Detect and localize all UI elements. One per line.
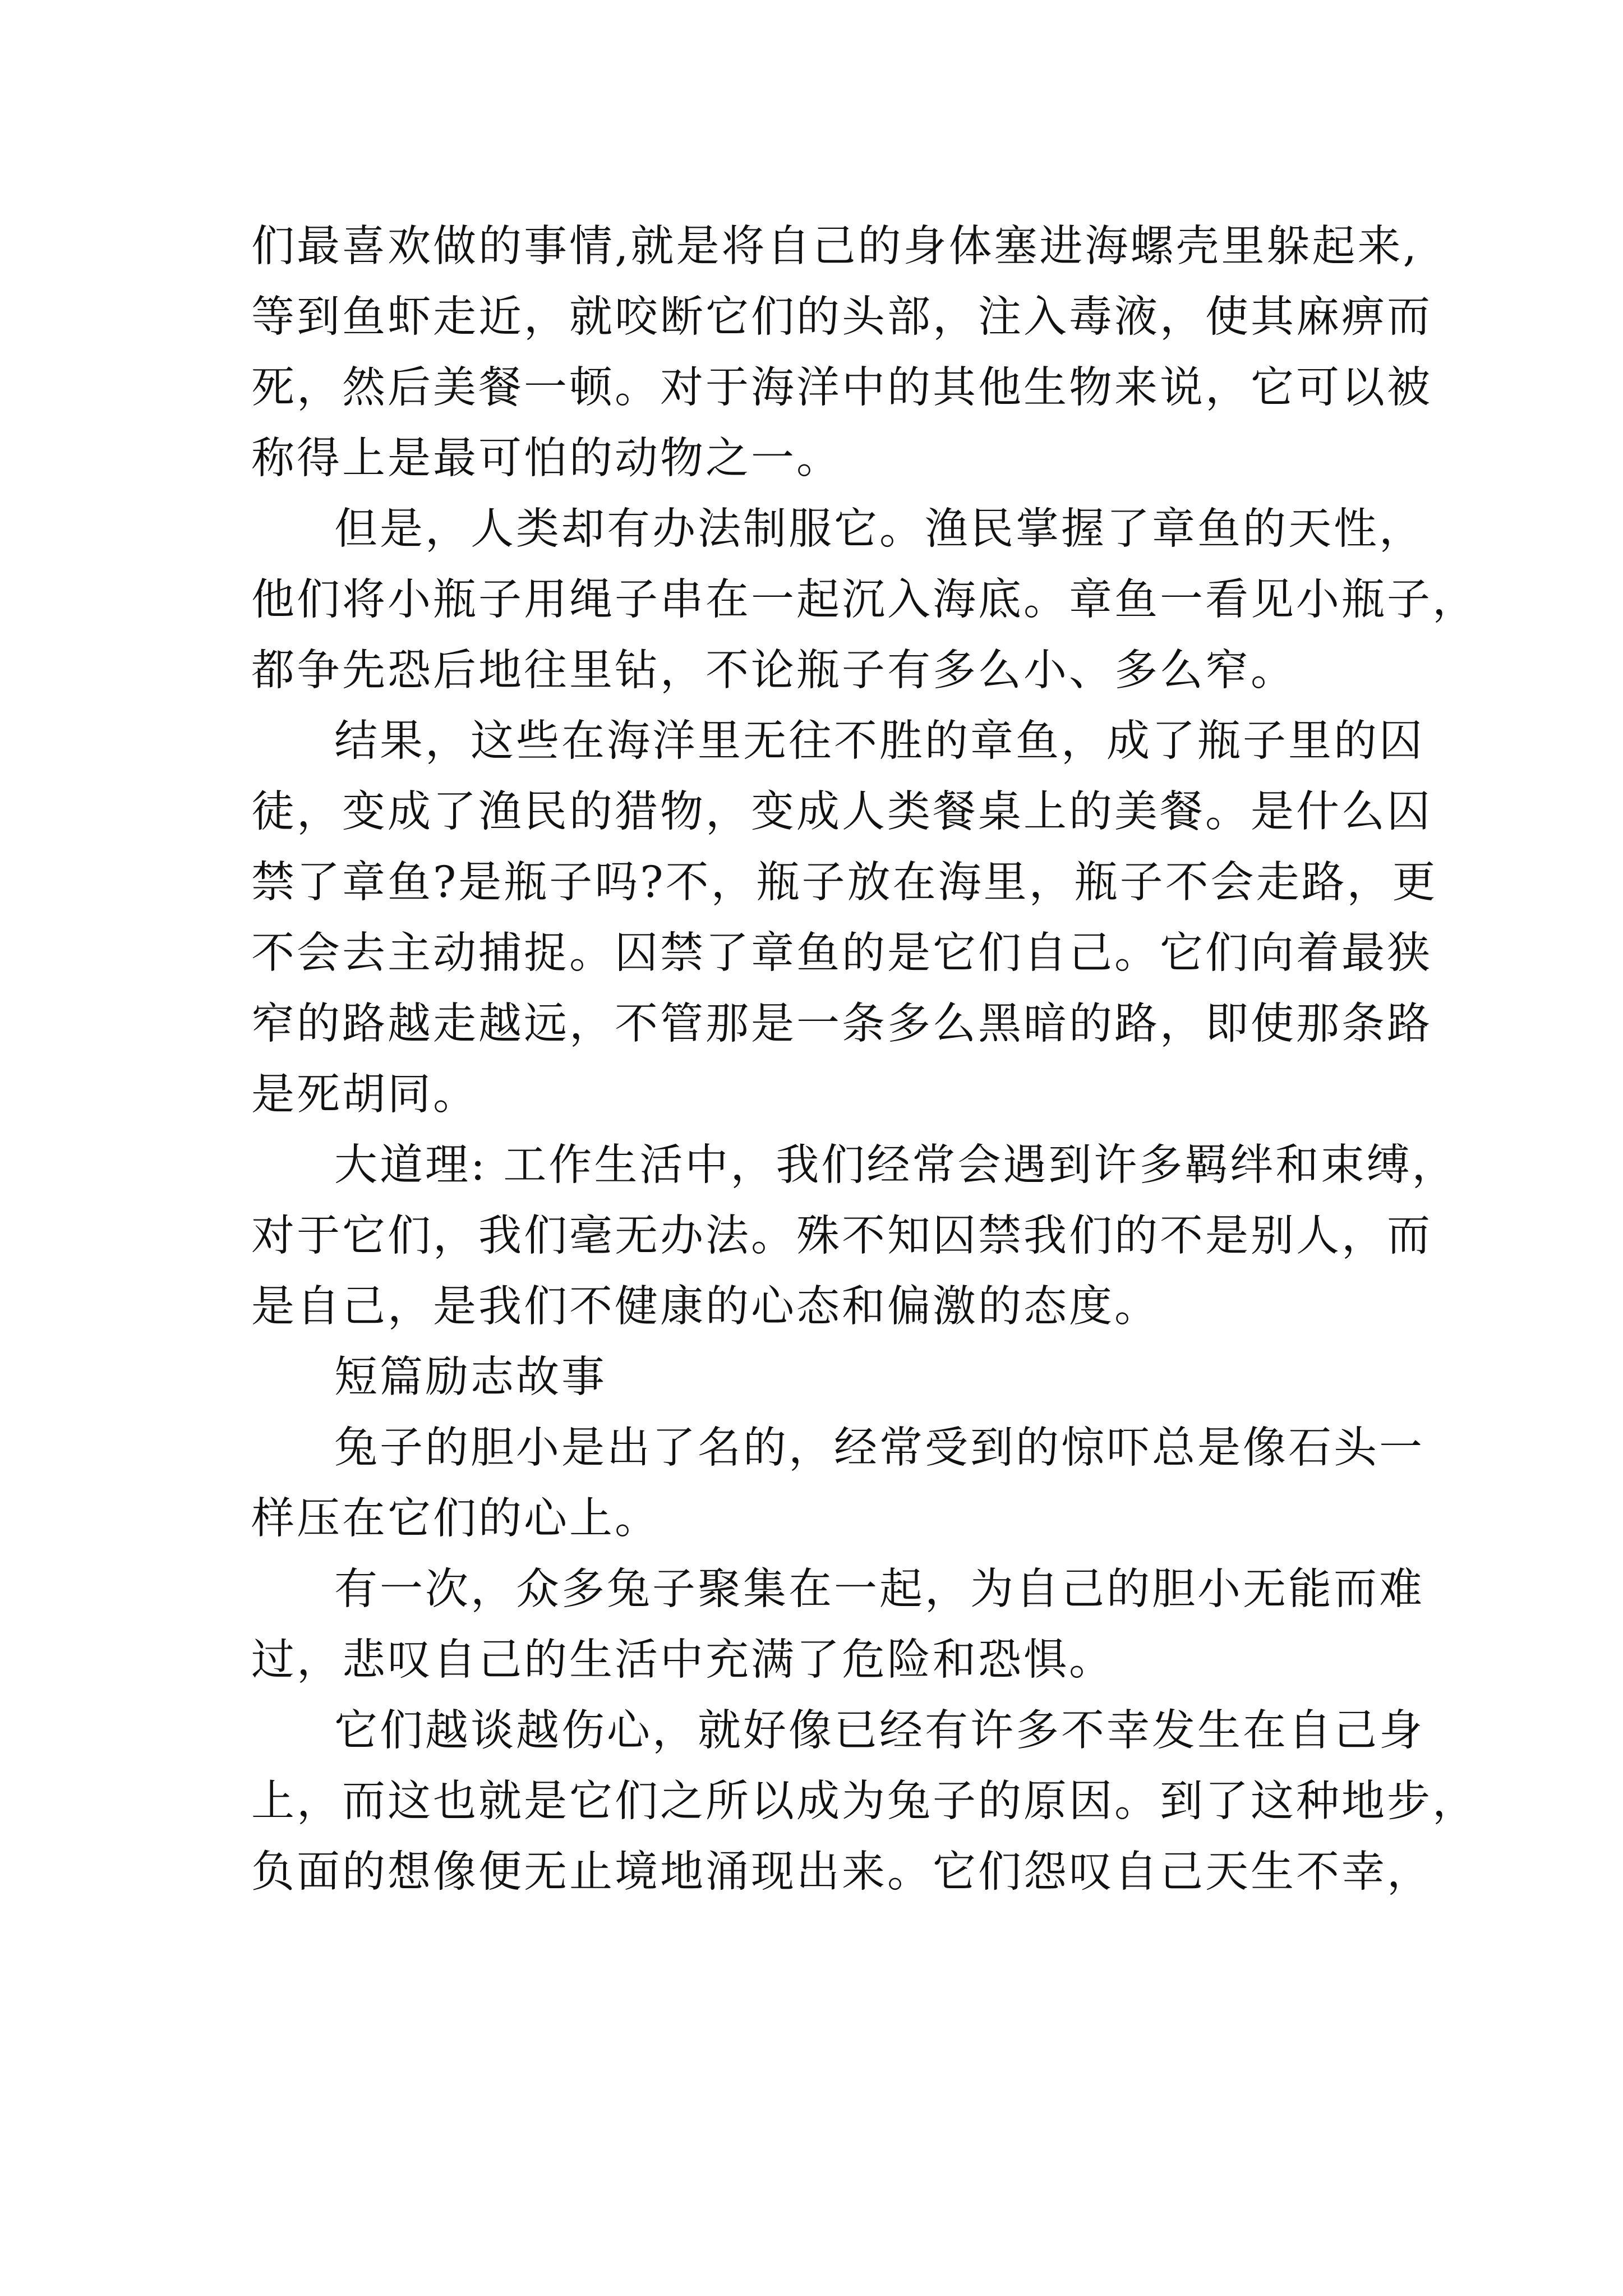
text-line: 们最喜欢做的事情,就是将自己的身体塞进海螺壳里躲起来, (251, 222, 1419, 272)
text-line: 不会去主动捕捉。囚禁了章鱼的是它们自己。它们向着最狭 (251, 928, 1432, 978)
section-heading: 短篇励志故事 (334, 1352, 607, 1402)
text-line: 他们将小瓶子用绳子串在一起沉入海底。章鱼一看见小瓶子， (251, 575, 1478, 625)
text-line: 样压在它们的心上。 (251, 1494, 660, 1544)
text-line: 是死胡同。 (251, 1070, 478, 1120)
paragraph-start-line: 兔子的胆小是出了名的，经常受到的惊吓总是像石头一 (334, 1423, 1424, 1473)
paragraph-start-line: 大道理: 工作生活中，我们经常会遇到许多羁绊和束缚， (334, 1140, 1458, 1190)
text-line: 禁了章鱼?是瓶子吗?不，瓶子放在海里，瓶子不会走路，更 (251, 858, 1438, 908)
paragraph-start-line: 有一次，众多兔子聚集在一起，为自己的胆小无能而难 (334, 1565, 1424, 1614)
paragraph-start-line: 它们越谈越伤心，就好像已经有许多不幸发生在自己身 (334, 1706, 1424, 1756)
text-line: 窄的路越走越远，不管那是一条多么黑暗的路，即使那条路 (251, 999, 1432, 1049)
text-line: 都争先恐后地往里钻，不论瓶子有多么小、多么窄。 (251, 646, 1296, 696)
text-line: 等到鱼虾走近，就咬断它们的头部，注入毒液，使其麻痹而 (251, 292, 1432, 342)
text-line: 称得上是最可怕的动物之一。 (251, 434, 842, 484)
text-line: 负面的想像便无止境地涌现出来。它们怨叹自己天生不幸， (251, 1847, 1432, 1897)
text-line: 死，然后美餐一顿。对于海洋中的其他生物来说，它可以被 (251, 363, 1432, 413)
paragraph-start-line: 结果，这些在海洋里无往不胜的章鱼，成了瓶子里的囚 (334, 716, 1424, 766)
text-line: 过，悲叹自己的生活中充满了危险和恐惧。 (251, 1635, 1114, 1685)
text-line: 对于它们，我们毫无办法。殊不知囚禁我们的不是别人，而 (251, 1211, 1432, 1261)
text-line: 徒，变成了渔民的猎物，变成人类餐桌上的美餐。是什么囚 (251, 787, 1432, 837)
text-line: 上，而这也就是它们之所以成为兔子的原因。到了这种地步， (251, 1777, 1478, 1826)
paragraph-start-line: 但是，人类却有办法制服它。渔民掌握了章鱼的天性， (334, 504, 1424, 554)
text-line: 是自己，是我们不健康的心态和偏激的态度。 (251, 1282, 1160, 1332)
